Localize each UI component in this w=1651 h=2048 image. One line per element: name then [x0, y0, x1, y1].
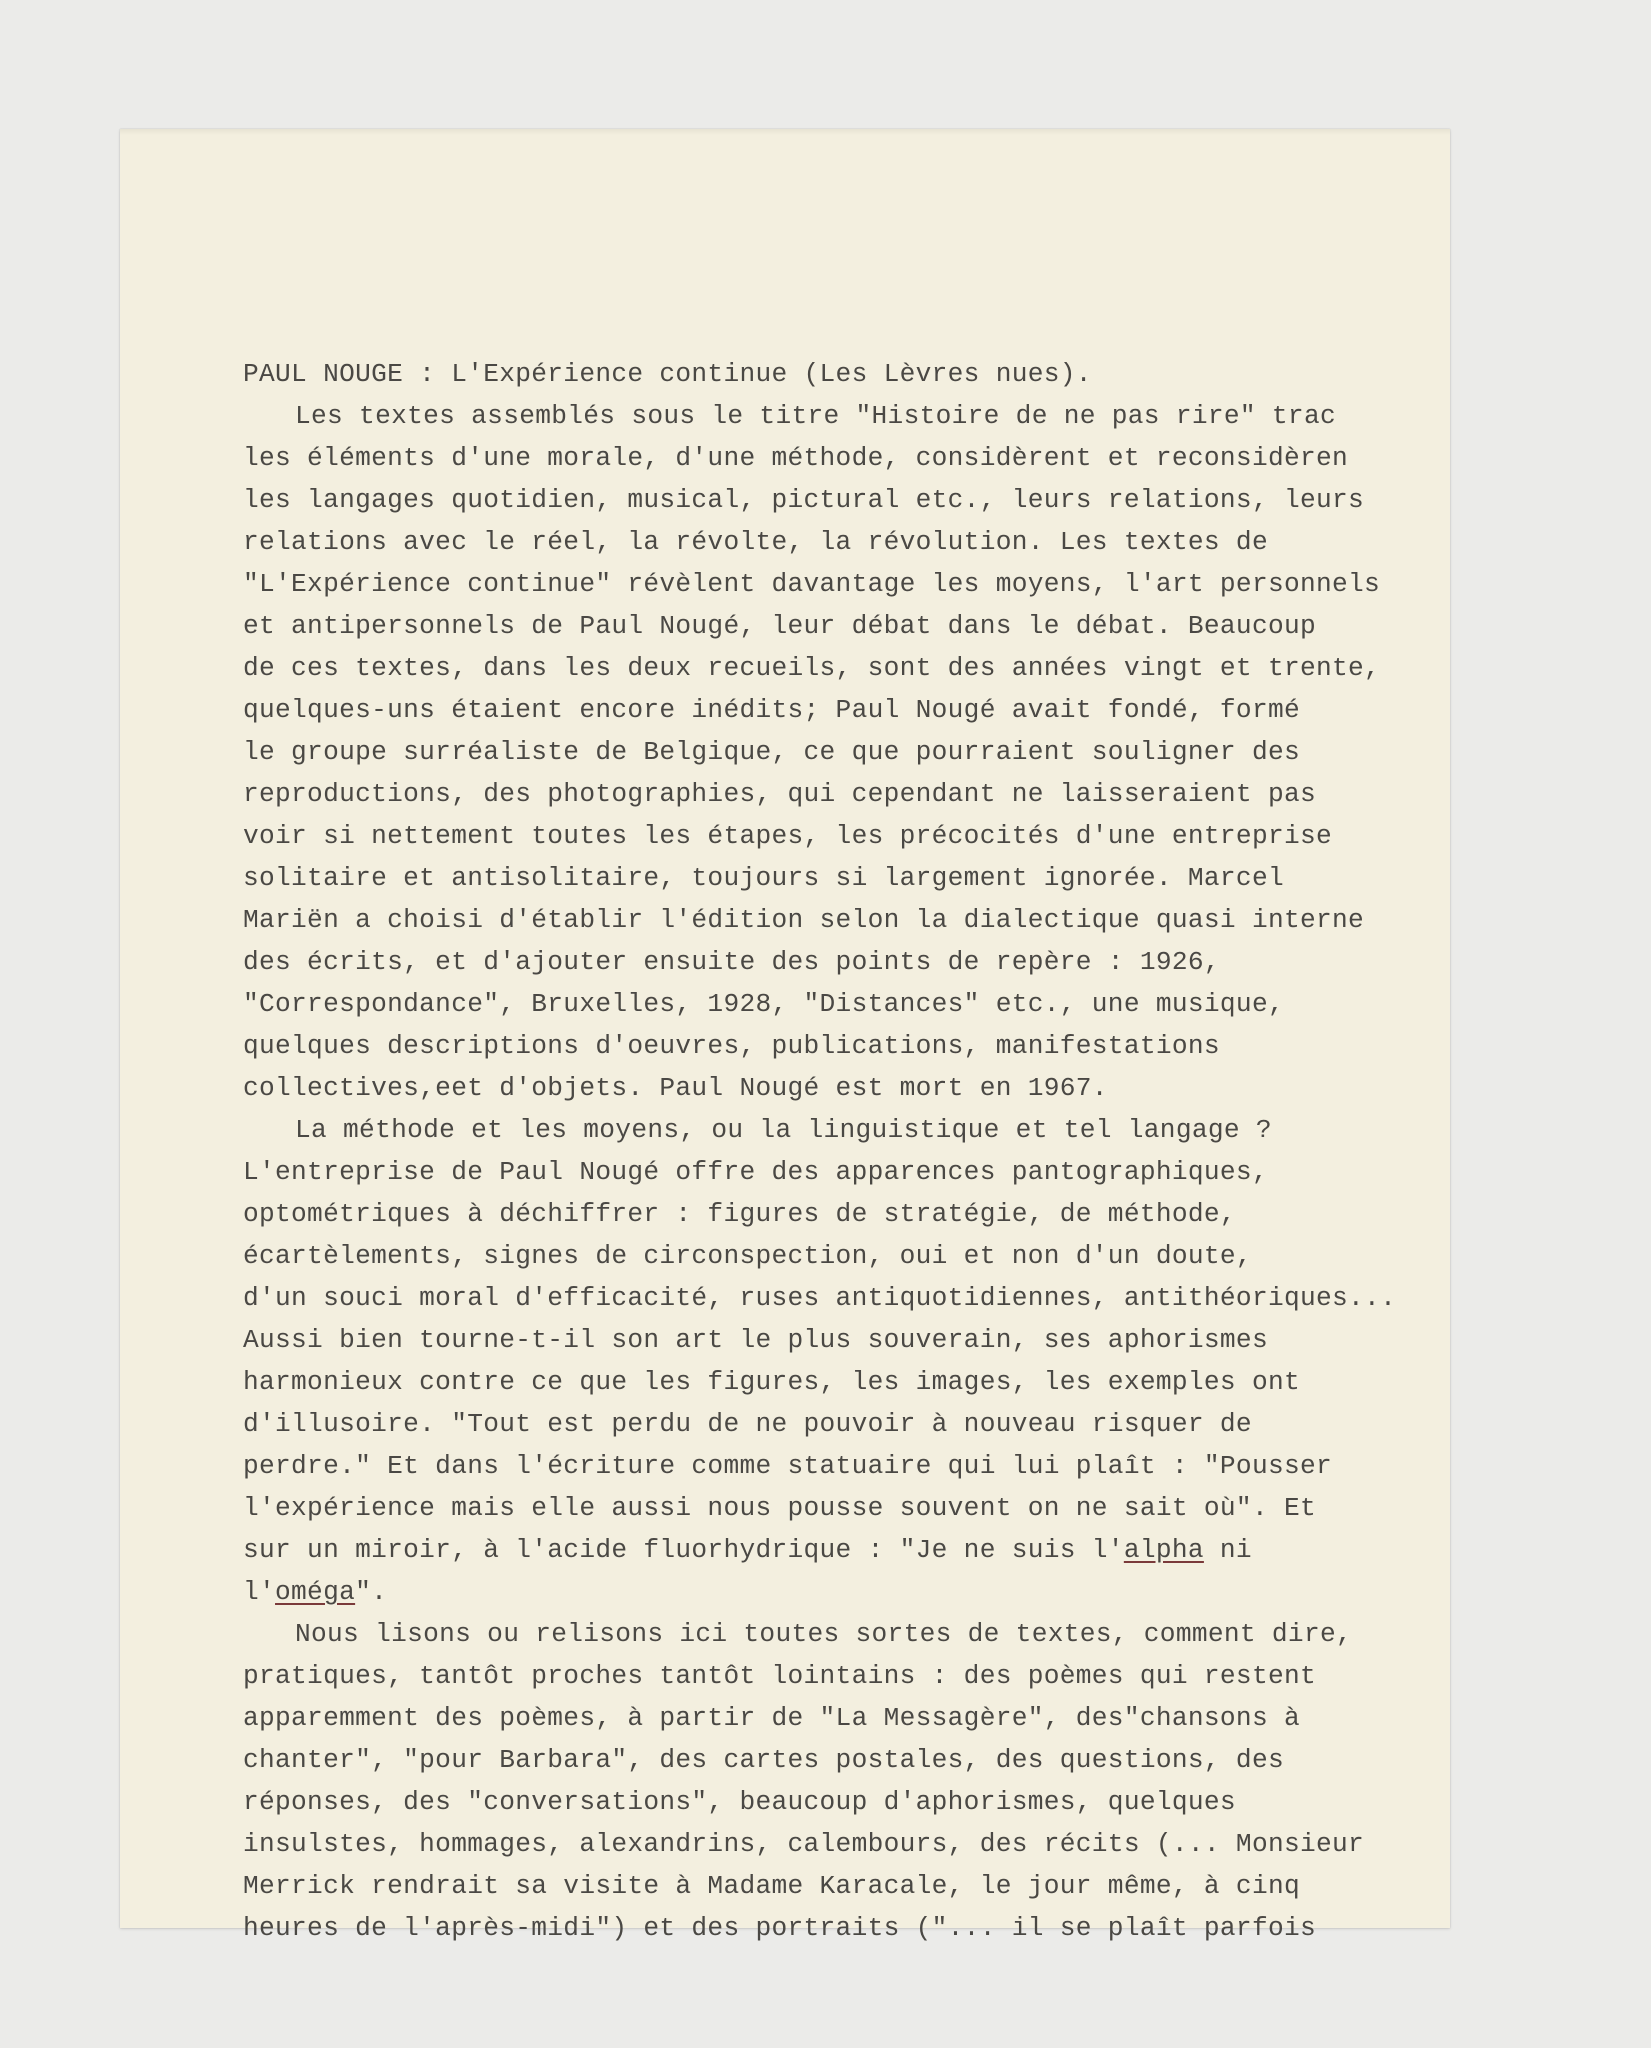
text-line: apparemment des poèmes, à partir de "La Messagère", des"chansons à: [243, 1703, 1300, 1733]
underlined-word: oméga: [275, 1577, 356, 1607]
text-line: [243, 1576, 387, 1608]
text-line: Nous lisons ou relisons ici toutes sortes de textes, comment dire,: [295, 1619, 1352, 1649]
text-line: quelques descriptions d'oeuvres, publications, manifestations: [243, 1031, 1220, 1061]
text-line: voir si nettement toutes les étapes, les précocités d'une entreprise: [243, 821, 1333, 851]
text-line: écartèlements, signes de circonspection, oui et non d'un doute,: [243, 1241, 1252, 1271]
text-line: pratiques, tantôt proches tantôt lointains : des poèmes qui restent: [243, 1661, 1317, 1691]
text-line: harmonieux contre ce que les figures, les images, les exemples ont: [243, 1367, 1300, 1397]
text-line: quelques-uns étaient encore inédits; Paul Nougé avait fondé, formé: [243, 695, 1300, 725]
text-line: heures de l'après-midi") et des portraits ("... il se plaît parfois: [243, 1913, 1317, 1943]
text-segment: sur un miroir, à l'acide fluorhydrique : "Je ne suis l': [243, 1535, 1124, 1565]
text-line: La méthode et les moyens, ou la linguistique et tel langage ?: [295, 1115, 1272, 1145]
text-segment: ni: [1203, 1535, 1252, 1565]
text-line: insulstes, hommages, alexandrins, calembours, des récits (... Monsieur: [243, 1829, 1365, 1859]
text-line: les langages quotidien, musical, pictural etc., leurs relations, leurs: [243, 485, 1365, 515]
text-line: optométriques à déchiffrer : figures de stratégie, de méthode,: [243, 1199, 1236, 1229]
text-line: collectives,eet d'objets. Paul Nougé est mort en 1967.: [243, 1073, 1108, 1103]
text-line: reproductions, des photographies, qui cependant ne laisseraient pas: [243, 779, 1317, 809]
text-line: de ces textes, dans les deux recueils, sont des années vingt et trente,: [243, 653, 1381, 683]
text-line: et antipersonnels de Paul Nougé, leur débat dans le débat. Beaucoup: [243, 611, 1317, 641]
text-line: solitaire et antisolitaire, toujours si largement ignorée. Marcel: [243, 863, 1284, 893]
text-line: des écrits, et d'ajouter ensuite des points de repère : 1926,: [243, 947, 1220, 977]
paper-sheet: [120, 129, 1450, 1943]
text-line: Aussi bien tourne-t-il son art le plus souverain, ses aphorismes: [243, 1325, 1268, 1355]
text-line: les éléments d'une morale, d'une méthode, considèrent et reconsidèren: [243, 443, 1349, 473]
text-line: d'illusoire. "Tout est perdu de ne pouvoir à nouveau risquer de: [243, 1409, 1252, 1439]
text-segment: l': [243, 1577, 276, 1607]
text-line: L'entreprise de Paul Nougé offre des apparences pantographiques,: [243, 1157, 1268, 1187]
underlined-word: alpha: [1123, 1535, 1204, 1565]
text-line: le groupe surréaliste de Belgique, ce que pourraient souligner des: [243, 737, 1300, 767]
text-segment: ".: [355, 1577, 388, 1607]
text-line: Merrick rendrait sa visite à Madame Karacale, le jour même, à cinq: [243, 1871, 1300, 1901]
text-line: perdre." Et dans l'écriture comme statuaire qui lui plaît : "Pousser: [243, 1451, 1333, 1481]
typed-text: [120, 129, 1450, 1943]
text-line: Les textes assemblés sous le titre "Histoire de ne pas rire" trac: [295, 401, 1336, 431]
text-line: relations avec le réel, la révolte, la révolution. Les textes de: [243, 527, 1268, 557]
text-line: [243, 1534, 1252, 1566]
text-line: "L'Expérience continue" révèlent davantage les moyens, l'art personnels: [243, 569, 1381, 599]
text-line: réponses, des "conversations", beaucoup d'aphorismes, quelques: [243, 1787, 1236, 1817]
text-line: Mariën a choisi d'établir l'édition selon la dialectique quasi interne: [243, 905, 1365, 935]
text-line: d'un souci moral d'efficacité, ruses antiquotidiennes, antithéoriques...: [243, 1283, 1397, 1313]
text-line: l'expérience mais elle aussi nous pousse souvent on ne sait où". Et: [243, 1493, 1317, 1523]
title-line: PAUL NOUGE : L'Expérience continue (Les Lèvres nues).: [243, 359, 1092, 389]
text-line: chanter", "pour Barbara", des cartes postales, des questions, des: [243, 1745, 1284, 1775]
text-line: "Correspondance", Bruxelles, 1928, "Distances" etc., une musique,: [243, 989, 1284, 1019]
